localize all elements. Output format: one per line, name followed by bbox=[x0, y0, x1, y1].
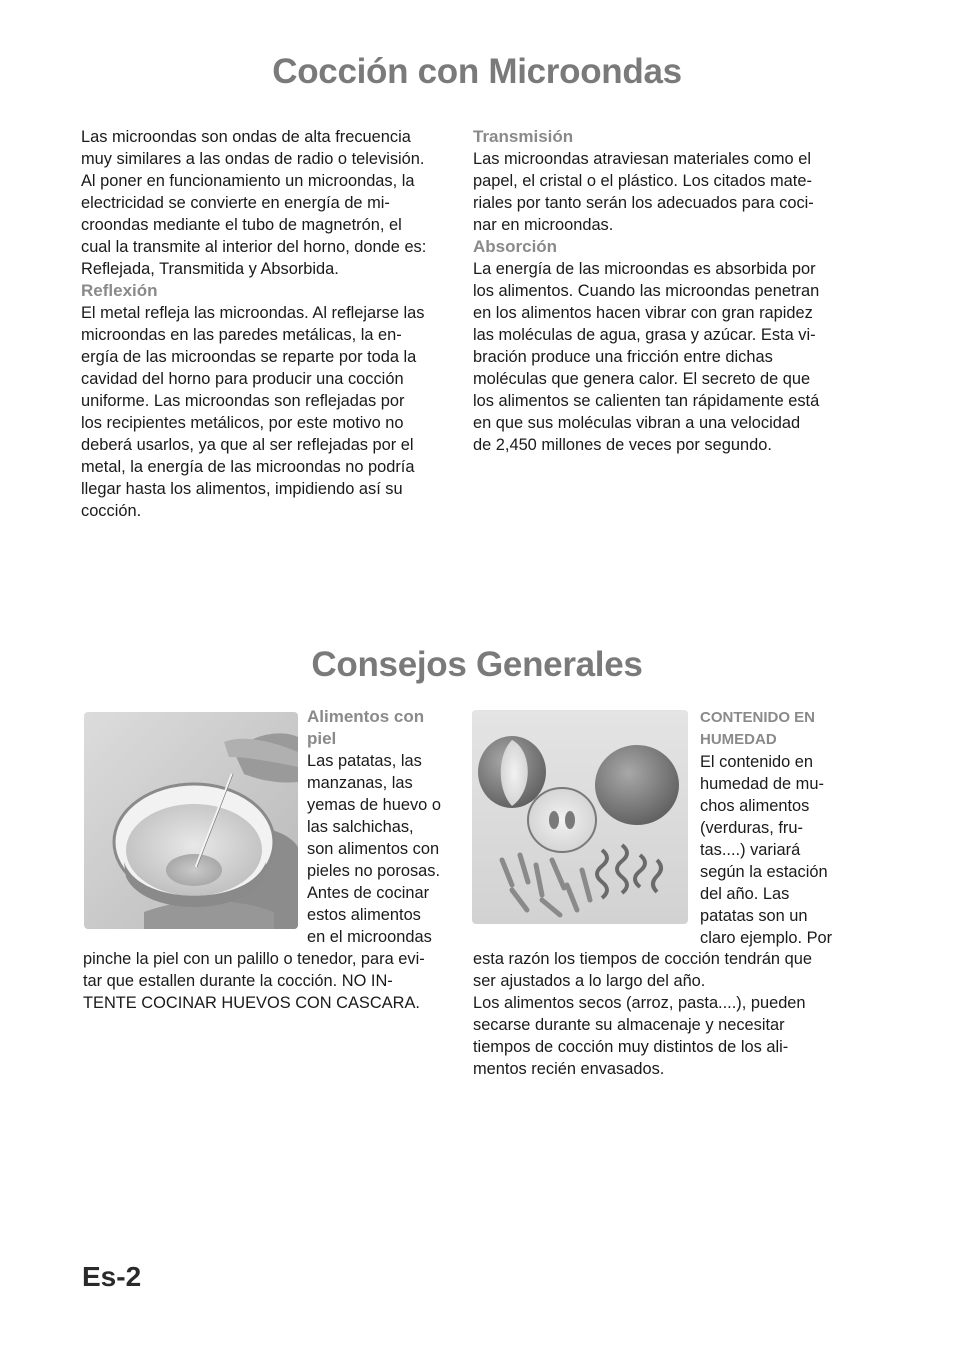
text-line: ser ajustados a lo largo del año. bbox=[473, 972, 706, 990]
text-line: cocción. bbox=[81, 502, 142, 520]
text-line: estos alimentos bbox=[307, 906, 421, 924]
text-line: microondas en las paredes metálicas, la en- bbox=[81, 326, 402, 344]
text-line: las salchichas, bbox=[307, 818, 414, 836]
text-line: Reflejada, Transmitida y Absorbida. bbox=[81, 260, 339, 278]
text-line: llegar hasta los alimentos, impidiendo así su bbox=[81, 480, 403, 498]
text-line: ergía de las microondas se reparte por toda la bbox=[81, 348, 417, 366]
photo-apples-pasta bbox=[472, 710, 688, 924]
humedad-full-text bbox=[473, 948, 853, 1080]
text-line: tas....) variará bbox=[700, 841, 801, 859]
transmision-paragraph bbox=[473, 148, 853, 236]
text-line: pinche la piel con un palillo o tenedor, para evi- bbox=[83, 950, 425, 968]
text-line: los alimentos. Cuando las microondas penetran bbox=[473, 282, 820, 300]
text-line: en los alimentos hacen vibrar con gran rapidez bbox=[473, 304, 813, 322]
text-line: deberá usarlos, ya que al ser reflejadas por el bbox=[81, 436, 414, 454]
text-line: riales por tanto serán los adecuados para coci- bbox=[473, 194, 814, 212]
text-line: Las microondas atraviesan materiales como el bbox=[473, 150, 811, 168]
humedad-side-text bbox=[700, 707, 850, 949]
heading-line: CONTENIDO EN bbox=[700, 709, 816, 726]
text-line: chos alimentos bbox=[700, 797, 810, 815]
text-line: uniforme. Las microondas son reflejadas por bbox=[81, 392, 405, 410]
text-line: muy similares a las ondas de radio o televisión. bbox=[81, 150, 425, 168]
heading-contenido-humedad bbox=[700, 707, 850, 751]
text-line: bración produce una fricción entre dichas bbox=[473, 348, 773, 366]
text-line: Las patatas, las bbox=[307, 752, 422, 770]
text-line: Al poner en funcionamiento un microondas, la bbox=[81, 172, 415, 190]
section-title-consejos: Consejos Generales bbox=[311, 645, 643, 684]
text-line: Los alimentos secos (arroz, pasta....), pueden bbox=[473, 994, 806, 1012]
text-line: tar que estallen durante la cocción. NO IN- bbox=[83, 972, 393, 990]
text-line: croondas mediante el tubo de magnetrón, el bbox=[81, 216, 402, 234]
text-line: El metal refleja las microondas. Al reflejarse las bbox=[81, 304, 425, 322]
text-line: moléculas que genera calor. El secreto de que bbox=[473, 370, 811, 388]
text-line: papel, el cristal o el plástico. Los citados mate- bbox=[473, 172, 812, 190]
text-line: cual la transmite al interior del horno, donde es: bbox=[81, 238, 427, 256]
text-line: El contenido en bbox=[700, 753, 813, 771]
text-line: del año. Las bbox=[700, 885, 790, 903]
heading-line: HUMEDAD bbox=[700, 731, 777, 748]
text-line: Antes de cocinar bbox=[307, 884, 430, 902]
text-line: yemas de huevo o bbox=[307, 796, 441, 814]
text-line: pieles no porosas. bbox=[307, 862, 441, 880]
text-line: tiempos de cocción muy distintos de los ali- bbox=[473, 1038, 789, 1056]
piel-full-text bbox=[83, 948, 463, 1014]
text-line: patatas son un bbox=[700, 907, 808, 925]
piel-side-text bbox=[307, 706, 457, 948]
text-line: secarse durante su almacenaje y necesitar bbox=[473, 1016, 785, 1034]
text-line: (verduras, fru- bbox=[700, 819, 803, 837]
heading-alimentos-piel bbox=[307, 706, 457, 750]
heading-reflexion: Reflexión bbox=[81, 281, 158, 300]
text-line: claro ejemplo. Por bbox=[700, 929, 833, 947]
text-line: son alimentos con bbox=[307, 840, 440, 858]
text-line: nar en microondas. bbox=[473, 216, 614, 234]
text-line: los recipientes metálicos, por este motivo no bbox=[81, 414, 404, 432]
text-line: metal, la energía de las microondas no podría bbox=[81, 458, 415, 476]
right-column-text bbox=[473, 126, 853, 456]
absorcion-paragraph bbox=[473, 258, 853, 456]
text-line: manzanas, las bbox=[307, 774, 413, 792]
text-line: TENTE COCINAR HUEVOS CON CASCARA. bbox=[83, 994, 420, 1012]
text-line: los alimentos se calienten tan rápidamente está bbox=[473, 392, 820, 410]
section-title-coccion: Cocción con Microondas bbox=[272, 52, 682, 91]
heading-line: Alimentos con bbox=[307, 707, 425, 726]
text-line: de 2,450 millones de veces por segundo. bbox=[473, 436, 772, 454]
text-line: según la estación bbox=[700, 863, 828, 881]
heading-line: piel bbox=[307, 729, 337, 748]
text-line: esta razón los tiempos de cocción tendrán que bbox=[473, 950, 812, 968]
intro-paragraph bbox=[81, 126, 461, 280]
left-column-text bbox=[81, 126, 461, 522]
photo-cup-toothpick bbox=[84, 712, 298, 929]
heading-absorcion: Absorción bbox=[473, 237, 558, 256]
text-line: cavidad del horno para producir una cocción bbox=[81, 370, 404, 388]
text-line: en el microondas bbox=[307, 928, 432, 946]
text-line: las moléculas de agua, grasa y azúcar. Esta vi- bbox=[473, 326, 816, 344]
page-number: Es-2 bbox=[82, 1261, 142, 1292]
text-line: Las microondas son ondas de alta frecuencia bbox=[81, 128, 411, 146]
heading-transmision: Transmisión bbox=[473, 127, 574, 146]
reflexion-paragraph bbox=[81, 302, 461, 522]
text-line: La energía de las microondas es absorbida por bbox=[473, 260, 816, 278]
text-line: mentos recién envasados. bbox=[473, 1060, 665, 1078]
text-line: electricidad se convierte en energía de mi- bbox=[81, 194, 390, 212]
text-line: humedad de mu- bbox=[700, 775, 824, 793]
text-line: en que sus moléculas vibran a una velocidad bbox=[473, 414, 801, 432]
